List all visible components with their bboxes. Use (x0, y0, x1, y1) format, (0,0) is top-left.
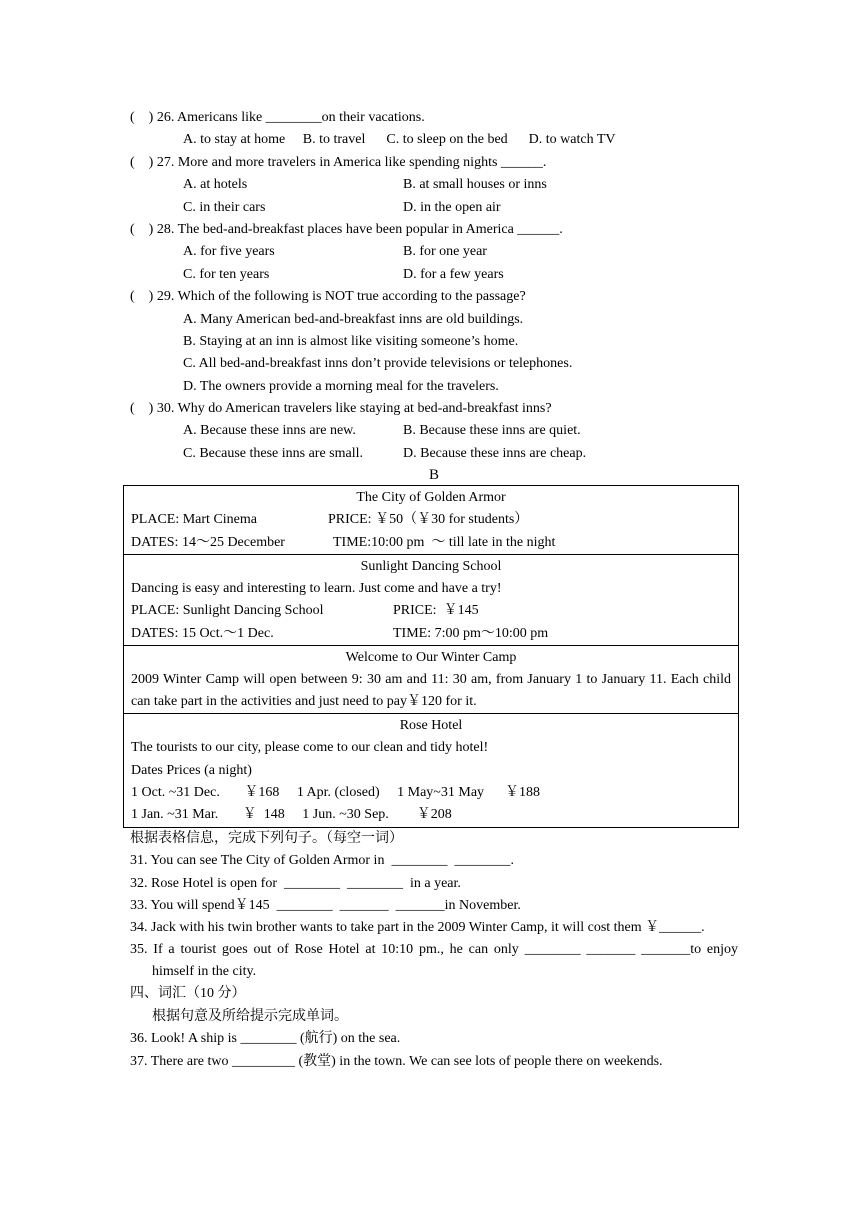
option-a: A. Many American bed-and-breakfast inns are old buildings. (183, 311, 524, 327)
option-a: A. Because these inns are new. (183, 423, 356, 439)
option-b: B. Staying at an inn is almost like visiting someone’s home. (183, 333, 519, 349)
question-37: 37. There are two _________ (教堂) in the town. We can see lots of people there on weekends. (130, 1053, 663, 1069)
ad-hotel-prices-header: Dates Prices (a night) (131, 762, 252, 778)
question-30-options-row1 (130, 420, 738, 442)
ad-cinema-place: PLACE: Mart Cinema (131, 512, 257, 528)
ad-cinema-time: TIME:10:00 pm ～ till late in the night (333, 534, 556, 550)
ad-camp-title: Welcome to Our Winter Camp (345, 650, 517, 666)
section-4-title: 四、词汇（10 分） (130, 986, 246, 1002)
ad-cinema-row1 (131, 509, 731, 531)
ad-dancing-dates: DATES: 15 Oct.～1 Dec. (131, 625, 274, 641)
ad-cinema-title: The City of Golden Armor (356, 490, 506, 506)
ad-dancing (124, 555, 739, 646)
question-28-stem: ( ) 28. The bed-and-breakfast places have been popular in America ______. (130, 221, 563, 237)
ad-dancing-time: TIME: 7:00 pm～10:00 pm (393, 625, 549, 641)
ad-dancing-row1 (131, 600, 731, 622)
question-27-stem: ( ) 27. More and more travelers in America like spending nights ______. (130, 154, 547, 170)
ad-cinema-dates: DATES: 14～25 December (131, 534, 285, 550)
ad-hotel (124, 714, 739, 828)
option-d: D. in the open air (403, 199, 501, 215)
option-d: D. for a few years (403, 266, 504, 282)
option-b: B. at small houses or inns (403, 177, 547, 193)
question-26-options: A. to stay at home B. to travel C. to sleep on the bed D. to watch TV (183, 132, 616, 148)
section-b-label: B (428, 467, 439, 484)
ad-hotel-intro: The tourists to our city, please come to our clean and tidy hotel! (131, 740, 489, 756)
section-b-instructions: 根据表格信息，完成下列句子。（每空一词） (130, 830, 403, 846)
option-d: D. The owners provide a morning meal for the travelers. (183, 378, 499, 394)
ad-cinema-price: PRICE: ￥50（￥30 for students） (328, 512, 529, 528)
ads-table (123, 485, 739, 828)
option-a: A. at hotels (183, 177, 248, 193)
ad-dancing-title: Sunlight Dancing School (360, 559, 502, 575)
option-c: C. for ten years (183, 266, 270, 282)
ad-hotel-price-row2: 1 Jan. ~31 Mar. ￥ 148 1 Jun. ~30 Sep. ￥208 (131, 807, 452, 823)
ad-dancing-place: PLACE: Sunlight Dancing School (131, 603, 324, 619)
question-31: 31. You can see The City of Golden Armor in ________ ________. (130, 853, 514, 869)
ad-dancing-intro: Dancing is easy and interesting to learn. Just come and have a try! (131, 581, 502, 597)
ad-hotel-title: Rose Hotel (399, 718, 463, 734)
question-30-options-row2 (130, 443, 738, 465)
ad-camp-text: 2009 Winter Camp will open between 9: 30 am and 11: 30 am, from January 1 to January 11. Each child can take part in the activities and just need to pay￥120 for it. (131, 672, 731, 710)
question-28-options-row1 (130, 241, 738, 263)
question-36: 36. Look! A ship is ________ (航行) on the sea. (130, 1031, 401, 1047)
question-27-options-row2 (130, 197, 738, 219)
question-30-stem: ( ) 30. Why do American travelers like staying at bed-and-breakfast inns? (130, 401, 552, 417)
ad-cinema-row2 (131, 532, 731, 554)
option-d: D. Because these inns are cheap. (403, 445, 587, 461)
question-34: 34. Jack with his twin brother wants to take part in the 2009 Winter Camp, it will cost them ￥______. (130, 920, 705, 936)
question-33: 33. You will spend￥145 ________ _______ _______in November. (130, 897, 521, 913)
question-28-options-row2 (130, 264, 738, 286)
worksheet-page (130, 107, 738, 1073)
ad-dancing-row2 (131, 623, 731, 645)
question-26-stem: ( ) 26. Americans like ________on their vacations. (130, 110, 425, 125)
ad-dancing-price: PRICE: ￥145 (393, 603, 479, 619)
option-c: C. in their cars (183, 199, 266, 215)
section-4-instructions: 根据句意及所给提示完成单词。 (152, 1008, 348, 1024)
question-27-options-row1 (130, 174, 738, 196)
ad-hotel-price-row1: 1 Oct. ~31 Dec. ￥168 1 Apr. (closed) 1 May~31 May ￥188 (131, 784, 541, 800)
question-29-stem: ( ) 29. Which of the following is NOT true according to the passage? (130, 289, 526, 305)
question-35: 35. If a tourist goes out of Rose Hotel at 10:10 pm., he can only ________ _______ _______to enjoy himself in the city. (130, 942, 738, 980)
ad-cinema (124, 486, 739, 555)
question-32: 32. Rose Hotel is open for ________ ________ in a year. (130, 875, 461, 891)
option-c: C. All bed-and-breakfast inns don’t provide televisions or telephones. (183, 356, 573, 372)
option-c: C. Because these inns are small. (183, 445, 364, 461)
option-a: A. for five years (183, 244, 275, 260)
ad-camp (124, 646, 739, 714)
option-b: B. for one year (403, 244, 487, 260)
option-b: B. Because these inns are quiet. (403, 423, 581, 439)
